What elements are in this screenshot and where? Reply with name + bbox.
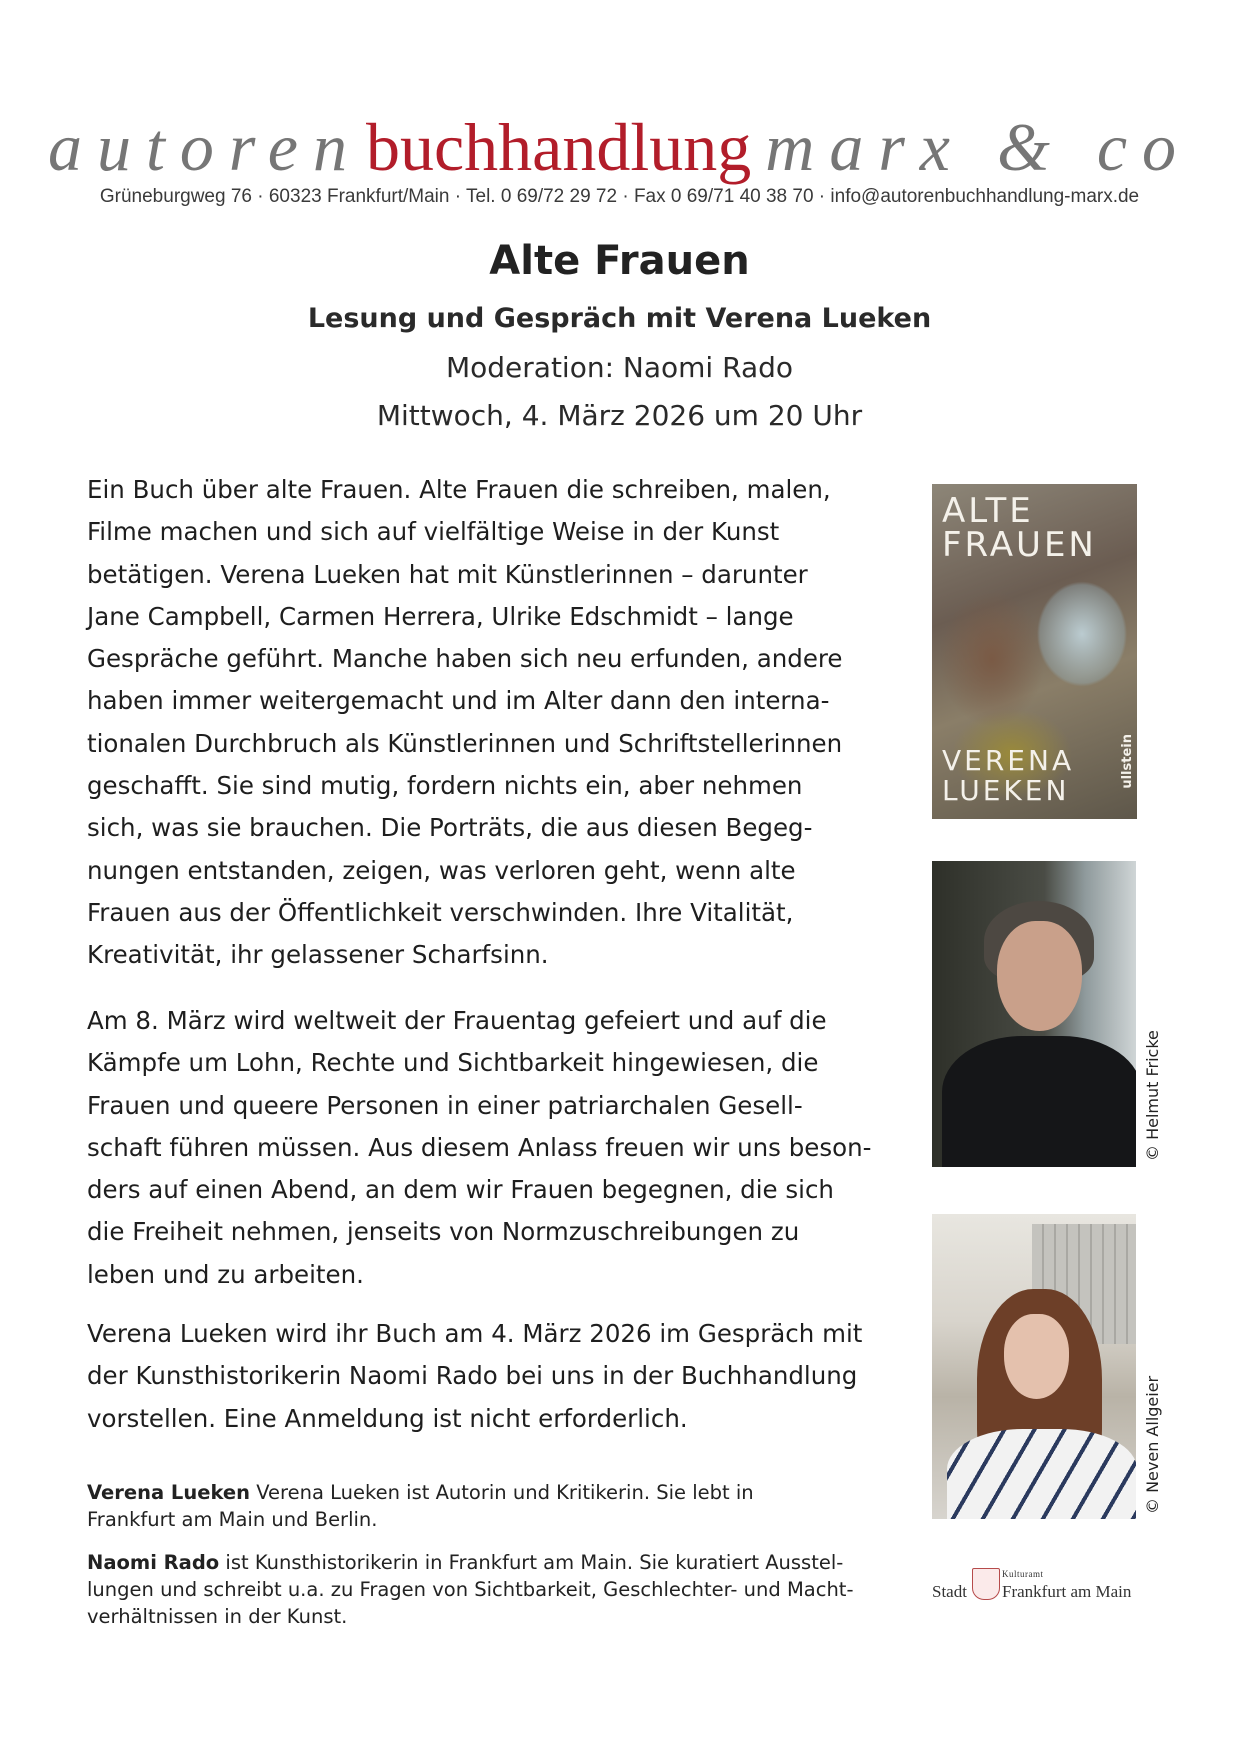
cover-author [942,746,1074,806]
event-moderation: Moderation: Naomi Rado [445,351,794,384]
photo-credit-neven-allgeier: © Neven Allgeier [1143,1375,1162,1514]
text-line: nungen entstanden, zeigen, was verloren geht, wenn alte [87,855,796,885]
bookshop-logo [0,108,1239,186]
bio-name: Verena Lueken [87,1481,251,1504]
text-line: Verena Lueken wird ihr Buch am 4. März 2026 im Gespräch mit [87,1319,863,1348]
bio-naomi-rado [87,1549,917,1630]
text-line: der Kunsthistorikerin Naomi Rado bei uns in der Buchhandlung [87,1361,858,1391]
photo-credit-helmut-fricke: © Helmut Fricke [1143,1030,1162,1161]
cover-title-line: ALTE [942,491,1034,531]
author-photo-verena-lueken [932,861,1136,1167]
event-date: Mittwoch, 4. März 2026 um 20 Uhr [376,399,863,432]
text-line: betätigen. Verena Lueken hat mit Künstlerinnen – darunter [87,559,808,589]
cover-author-line: LUEKEN [942,774,1070,807]
bio-text: ist Kunsthistorikerin in Frankfurt am Main. Sie kuratiert Ausstel- [219,1551,844,1574]
logo-word-buchhandlung: buchhandlung [365,109,752,185]
logo-word-marx: marx & co [765,109,1192,185]
text-line: schaft führen müssen. Aus diesem Anlass freuen wir uns beson- [87,1132,872,1162]
text-line: geschafft. Sie sind mutig, fordern nichts ein, aber nehmen [87,771,803,801]
text-line: die Freiheit nehmen, jenseits von Normzuschreibungen zu [87,1217,800,1247]
logo-kulturamt: Kulturamt [1002,1569,1044,1579]
text-line: Frauen und queere Personen in einer patriarchalen Gesell- [87,1090,803,1120]
bio-line [87,1549,917,1576]
bio-line: Frankfurt am Main und Berlin. [87,1508,378,1531]
city-crest-icon [972,1568,1000,1600]
text-line: Kämpfe um Lohn, Rechte und Sichtbarkeit hingewiesen, die [87,1048,819,1078]
text-line: Kreativität, ihr gelassener Scharfsinn. [87,940,549,970]
description-paragraph-3 [87,1313,917,1440]
text-line: Filme machen und sich auf vielfältige Weise in der Kunst [87,517,780,547]
description-paragraph-2 [87,1000,917,1296]
bio-name: Naomi Rado [87,1551,220,1574]
event-title: Alte Frauen [489,238,750,284]
text-line: ders auf einen Abend, an dem wir Frauen begegnen, die sich [87,1175,834,1205]
logo-stadt: Stadt [932,1582,967,1601]
book-cover-image [932,484,1137,819]
bio-line: verhältnissen in der Kunst. [87,1605,348,1628]
logo-city-name: Frankfurt am Main [1002,1582,1132,1601]
bio-line [87,1479,917,1506]
text-line: Am 8. März wird weltweit der Frauentag gefeiert und auf die [87,1006,827,1035]
cover-title-line: FRAUEN [942,525,1097,565]
text-line: vorstellen. Eine Anmeldung ist nicht erforderlich. [87,1403,688,1433]
text-line: Gespräche geführt. Manche haben sich neu erfunden, andere [87,644,843,674]
text-line: Ein Buch über alte Frauen. Alte Frauen die schreiben, malen, [87,475,831,504]
bio-verena-lueken [87,1479,917,1533]
kulturamt-frankfurt-logo [932,1568,1142,1608]
cover-author-line: VERENA [942,744,1075,777]
logo-word-autoren: autoren [47,109,362,185]
cover-title [942,491,1097,565]
bookshop-address: Grüneburgweg 76 · 60323 Frankfurt/Main · Tel. 0 69/72 29 72 · Fax 0 69/71 40 38 70 · info@autorenbuchhandlung-marx.de [99,186,1140,207]
text-line: tionalen Durchbruch als Künstlerinnen und Schriftstellerinnen [87,728,843,758]
event-subtitle: Lesung und Gespräch mit Verena Lueken [307,303,932,334]
text-line: sich, was sie brauchen. Die Porträts, die aus diesen Begeg- [87,813,813,843]
text-line: leben und zu arbeiten. [87,1259,364,1289]
bio-text: Verena Lueken ist Autorin und Kritikerin. Sie lebt in [250,1481,754,1504]
text-line: haben immer weitergemacht und im Alter dann den interna- [87,686,830,716]
text-line: Jane Campbell, Carmen Herrera, Ulrike Edschmidt – lange [87,601,794,631]
bio-line: lungen und schreibt u.a. zu Fragen von Sichtbarkeit, Geschlechter- und Macht- [87,1578,854,1601]
text-line: Frauen aus der Öffentlichkeit verschwinden. Ihre Vitalität, [87,897,794,927]
description-paragraph-1 [87,469,917,977]
moderator-photo-naomi-rado [932,1214,1136,1519]
cover-publisher: ullstein [1120,734,1135,789]
